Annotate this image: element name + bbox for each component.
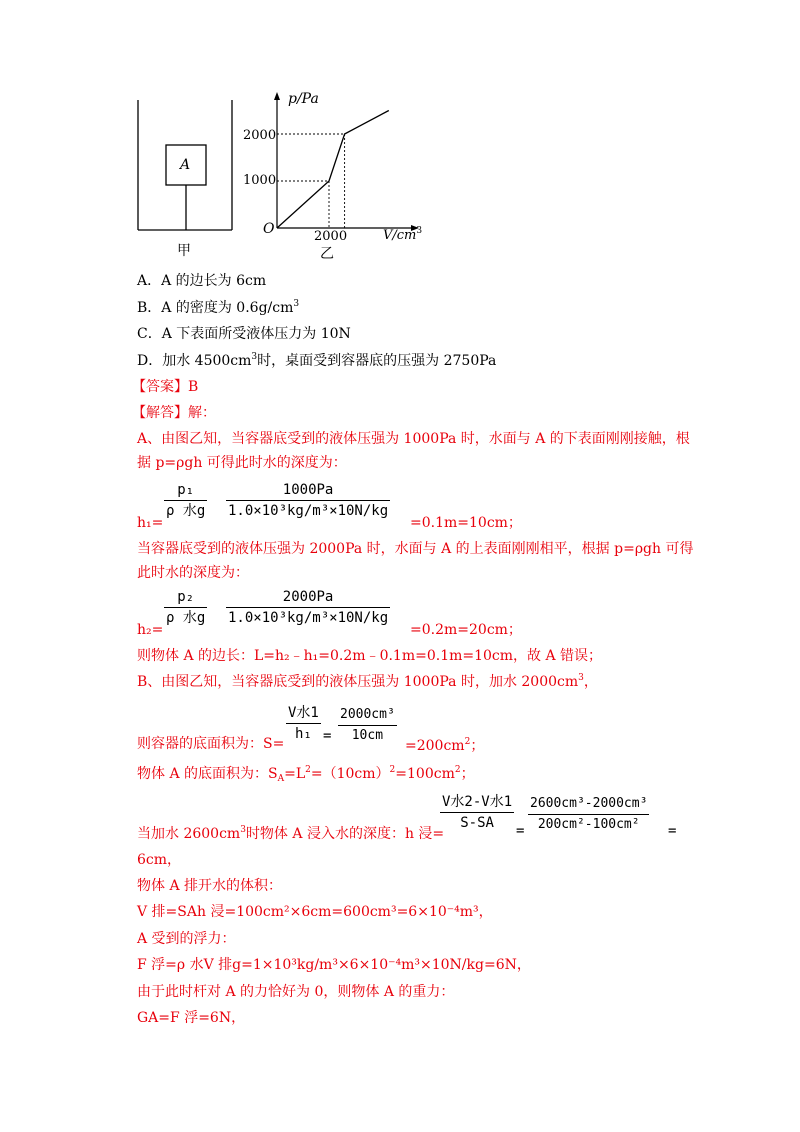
h1-result: =0.1m=10cm； [410, 515, 522, 531]
h2-label: h₂= [137, 622, 164, 638]
v-title: 物体 A 排开水的体积： [137, 878, 283, 894]
y-axis-arrow [274, 92, 280, 100]
solution-a-line1: A、由图乙知，当容器底受到的液体压强为 1000Pa 时，水面与 A 的下表面刚刚接触，根 [137, 431, 690, 447]
h2-fraction-2: $\frac{2000Pa}{\text{1.0×10³kg/m³×10N/kg}}$ [228, 589, 389, 626]
s-fraction-2: $\frac{\text{2000cm³}}{10cm}$ [340, 707, 395, 743]
figure-jia-label: 甲 [177, 243, 191, 259]
h1-label: h₁= [137, 515, 164, 531]
h-equals-2: = [668, 823, 677, 839]
h1-fraction-1: p₁ ρ 水g [166, 482, 206, 519]
y-tick-1000: 1000 [243, 173, 277, 188]
option-b: B．A 的密度为 $0.6g/cm^3$ [137, 299, 300, 316]
h-fraction-2: $\frac{\text{2600cm³-2000cm³}}{\text{200cm²-100cm²}}$ [530, 796, 648, 832]
g-title: 由于此时杆对 A 的力恰好为 0，则物体 A 的重力： [137, 984, 455, 1000]
origin-label: O [263, 221, 275, 237]
f-line: F 浮=ρ 水V 排g=1×10³kg/m³×6×10⁻⁴m³×10N/kg=6N， [137, 957, 531, 973]
f-title: A 受到的浮力： [137, 931, 236, 947]
y-tick-2000: 2000 [243, 128, 277, 143]
option-a: A．A 的边长为 6cm [137, 273, 267, 289]
s-label: 则容器的底面积为：S= [137, 736, 285, 752]
figure-yi-label: 乙 [320, 246, 334, 262]
v-line: V 排=SAh 浸=100cm²×6cm=600cm³=6×10⁻⁴m³， [137, 904, 493, 920]
x-axis-label: $V/cm^3$ [383, 226, 423, 243]
x-tick-2000: 2000 [314, 229, 348, 244]
solution-a-line2: 据 p=ρgh 可得此时水的深度为： [137, 455, 347, 471]
block-label: A [180, 157, 191, 173]
h1-fraction-2: $\frac{1000Pa}{\text{1.0×10³kg/m³×10N/kg}}$ [228, 482, 389, 519]
pressure-line [277, 111, 389, 229]
analysis-title: 【解答】解： [132, 405, 216, 421]
y-axis-label: p/Pa [288, 91, 319, 107]
solution-a-line5: 则物体 A 的边长：L=h₂﹣h₁=0.2m﹣0.1m=0.1m=10cm，故 A 错误； [137, 648, 603, 664]
s-fraction-1: V水1 h₁ [288, 705, 319, 742]
solution-b-line1: B、由图乙知，当容器底受到的液体压强为 1000Pa 时，加水 $2000cm^3$， [137, 673, 598, 690]
option-d: D．加水 $4500cm^3$时，桌面受到容器底的压强为 2750Pa [137, 352, 497, 369]
h-result: 6cm， [137, 852, 182, 868]
h2-result: =0.2m=20cm； [410, 622, 522, 638]
option-c: C．A 下表面所受液体压力为 10N [137, 326, 351, 342]
h-label: 当加水 $2600cm^3$时物体 A 浸入水的深度：h 浸= [137, 825, 445, 842]
s-result: $=200cm^2$； [405, 737, 485, 754]
solution-a-line3: 当容器底受到的液体压强为 2000Pa 时，水面与 A 的上表面刚刚相平，根据 p=ρgh 可得 [137, 541, 694, 557]
h-equals: = [516, 823, 525, 839]
solution-a-line4: 此时水的深度为： [137, 565, 249, 581]
answer: 【答案】B [132, 379, 199, 395]
sa-line: 物体 A 的底面积为：$S_A=L^2=(10cm)^2=100cm^2$； [137, 765, 475, 784]
h-fraction-1: V水2-V水1 S-SA [442, 794, 513, 831]
s-equals: = [323, 728, 332, 744]
g-line: GA=F 浮=6N， [137, 1010, 246, 1026]
h2-fraction-1: p₂ ρ 水g [166, 589, 206, 626]
